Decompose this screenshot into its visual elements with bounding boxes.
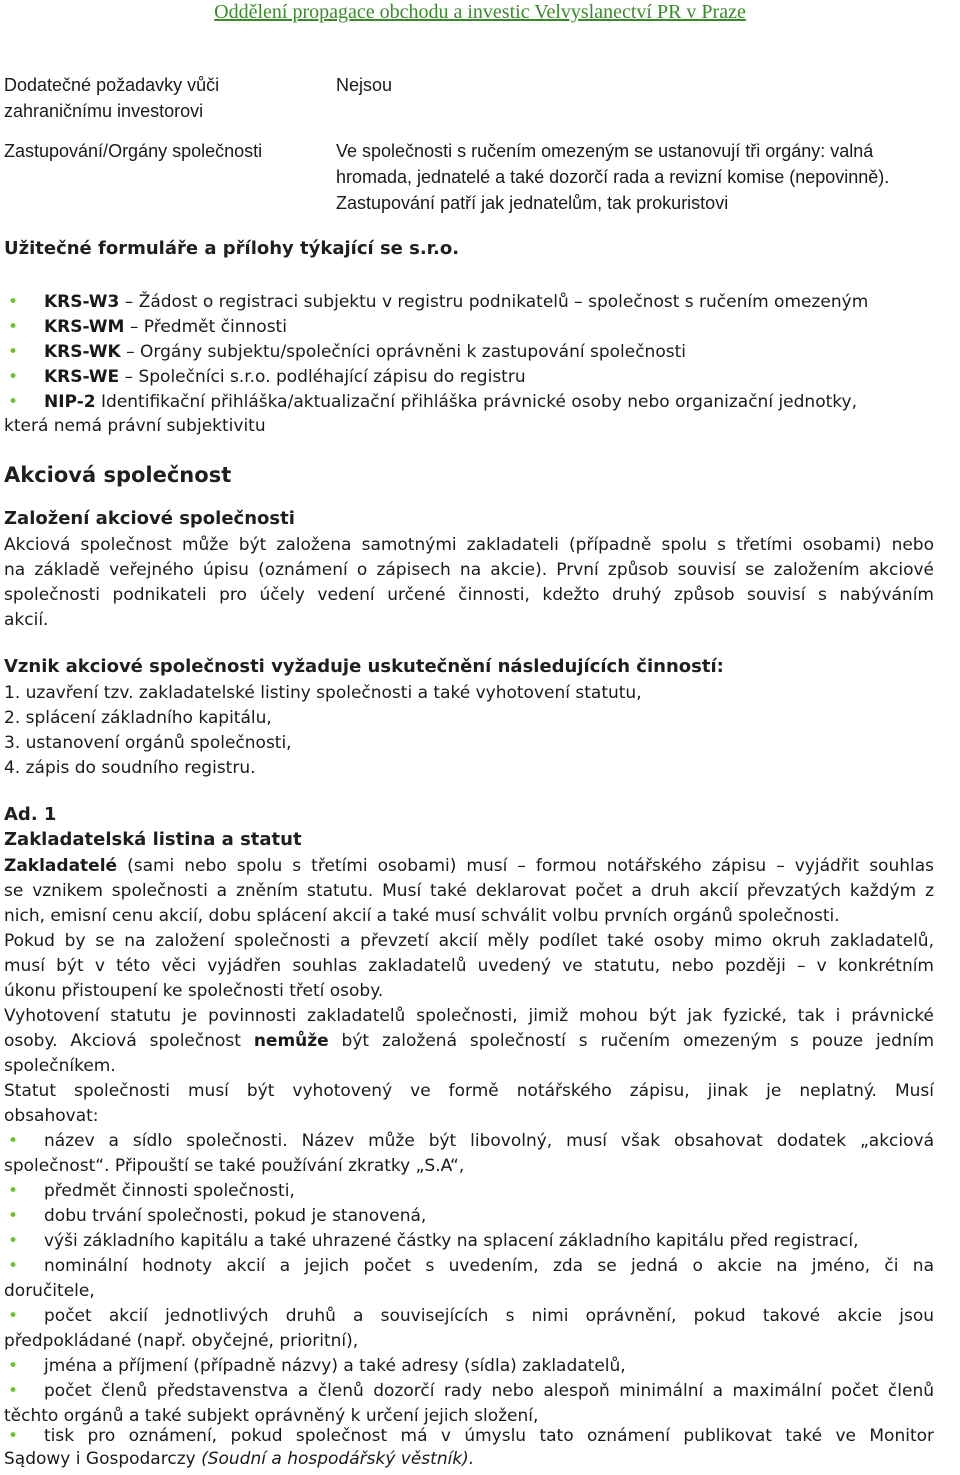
list-item-continuation: společnost“. Připouští se také používání zkratky „S.A“, [4,1156,465,1176]
form-desc: Identifikační přihláška/aktualizační přihláška právnické osoby nebo organizační jednotky, [95,392,857,412]
text-span: nominální hodnoty akcií a jejich počet s uvedením, zda se jedná o akcie na jméno, či na [44,1256,934,1276]
list-item-continuation [4,1447,934,1472]
table-row-value-requirements: Nejsou [336,75,393,95]
bullet-icon: • [8,1181,19,1201]
page-header: Oddělení propagace obchodu a investic Velvyslanectví PR v Praze [214,1,746,23]
bullet-icon: • [8,1426,19,1446]
paragraph-line: akcií. [4,610,49,630]
form-desc: – Společníci s.r.o. podléhající zápisu do registru [119,367,526,387]
form-desc: – Orgány subjektu/společníci oprávněni k zastupování společnosti [120,342,686,362]
list-item-continuation: těchto orgánů a také subjekt oprávněný k určení jejich složení, [4,1406,539,1426]
founding-heading: Založení akciové společnosti [4,508,295,529]
paragraph-line: Statut společnosti musí být vyhotovený ve formě notářského zápisu, jinak je neplatný. Musí [4,1081,934,1101]
paragraph-line: obsahovat: [4,1106,99,1126]
step-item: 2. splácení základního kapitálu, [4,708,272,728]
table-row-label-organs: Zastupování/Orgány společnosti [4,141,263,161]
list-item-continuation: předpokládané (např. obyčejné, prioritní), [4,1331,359,1351]
paragraph-line: nich, emisní cenu akcií, dobu splácení akcií a také musí schválit volbu prvních orgánů společnosti. [4,906,840,926]
bullet-icon: • [8,1131,19,1151]
paragraph-line: Pokud by se na založení společnosti a převzetí akcií měly podílet také osoby mimo okruh zakladatelů, [4,931,934,951]
list-item [4,1304,934,1329]
value-line: Ve společnosti s ručením omezeným se ustanovují tři orgány: valná [336,141,874,161]
form-code[interactable]: KRS-W3 [44,292,120,312]
form-code[interactable]: KRS-WE [44,367,120,387]
bullet-icon: • [8,342,19,362]
text-span: předmět činnosti společnosti, [44,1181,295,1201]
bullet-icon: • [8,1206,19,1226]
label-line: zahraničnímu investorovi [4,101,204,121]
list-item [4,1379,934,1404]
bullet-icon: • [8,1256,19,1276]
paragraph-line: se vznikem společnosti a zněním statutu. Musí také deklarovat počet a druh akcií převzatých každým z [4,881,934,901]
label-line: Dodatečné požadavky vůči [4,75,220,95]
value-line: Zastupování patří jak jednatelům, tak prokuristovi [336,193,729,213]
form-desc: – Předmět činnosti [124,317,287,337]
form-desc: – Žádost o registraci subjektu v registru podnikatelů – společnost s ručením omezeným [119,292,869,312]
list-item [4,1229,934,1254]
list-item [4,340,934,365]
text-span: dobu trvání společnosti, pokud je stanovená, [44,1206,427,1226]
paragraph-line [4,854,934,879]
paragraph-line: úkonu přistoupení ke společnosti třetí osoby. [4,981,384,1001]
text-span: Sądowy i Gospodarczy [4,1449,202,1469]
paragraph-line: musí být v této věci vyjádřen souhlas zakladatelů uvedený ve statutu, nebo později – v konkrétním [4,956,934,976]
text-span: název a sídlo společnosti. Název může být libovolný, musí však obsahovat dodatek „akciová [44,1131,934,1151]
list-item [4,1129,934,1154]
steps-heading: Vznik akciové společnosti vyžaduje uskutečnění následujících činností: [4,656,724,677]
bullet-icon: • [8,1231,19,1251]
forms-heading: Užitečné formuláře a přílohy týkající se s.r.o. [4,238,460,259]
bold-term: Zakladatelé [4,856,118,876]
text-span: jména a příjmení (případně názvy) a také adresy (sídla) zakladatelů, [44,1356,626,1376]
list-item [4,1204,934,1229]
list-item [4,1354,934,1379]
bullet-icon: • [8,1306,19,1326]
italic-term: (Soudní a hospodářský věstník). [201,1449,475,1469]
bullet-icon: • [8,317,19,337]
bold-term: nemůže [253,1031,329,1051]
bullet-icon: • [8,292,19,312]
step-item: 3. ustanovení orgánů společnosti, [4,733,292,753]
list-item-continuation: doručitele, [4,1281,95,1301]
step-item: 1. uzavření tzv. zakladatelské listiny společnosti a také vyhotovení statutu, [4,683,642,703]
ad1-label: Ad. 1 [4,804,57,825]
bullet-icon: • [8,1356,19,1376]
section-title: Akciová společnost [4,463,232,487]
paragraph-line: Akciová společnost může být založena samotnými zakladateli (případně spolu s třetími osobami) nebo [4,535,934,555]
list-item [4,315,934,340]
list-item-continuation: která nemá právní subjektivitu [4,416,266,436]
list-item [4,1254,934,1279]
ad1-title: Zakladatelská listina a statut [4,829,302,850]
paragraph-line: na základě veřejného úpisu (oznámení o zápisech na akcie). První způsob souvisí se založením akciové [4,560,934,580]
text-span: být založená společností s ručením omezeným s pouze jedním [328,1031,935,1051]
table-row-label-requirements [4,72,314,124]
step-item: 4. zápis do soudního registru. [4,758,256,778]
bullet-icon: • [8,392,19,412]
text-span: počet akcií jednotlivých druhů a souvisejících s nimi oprávnění, pokud takové akcie jsou [44,1306,934,1326]
list-item [4,1424,934,1449]
table-row-value-organs [336,138,956,216]
form-code[interactable]: KRS-WM [44,317,125,337]
value-line: hromada, jednatelé a také dozorčí rada a revizní komise (nepovinně). [336,167,890,187]
text-span: tisk pro oznámení, pokud společnost má v úmyslu tato oznámení publikovat také ve Monitor [44,1426,934,1446]
text-span: výši základního kapitálu a také uhrazené částky na splacení základního kapitálu před registrací, [44,1231,859,1251]
bullet-icon: • [8,367,19,387]
paragraph-line: společníkem. [4,1056,116,1076]
list-item [4,290,934,315]
text-span: počet členů představenstva a členů dozorčí rady nebo alespoň minimální a maximální počet členů [44,1381,934,1401]
form-code[interactable]: KRS-WK [44,342,121,362]
list-item [4,365,934,390]
list-item [4,1179,934,1204]
text-span: (sami nebo spolu s třetími osobami) musí – formou notářského zápisu – vyjádřit souhlas [117,856,934,876]
paragraph-line: společnosti podnikateli pro účely vedení určené činnosti, kdežto druhý způsob souvisí s nabýváním [4,585,934,605]
paragraph-line [4,1029,934,1054]
form-code[interactable]: NIP-2 [44,392,96,412]
text-span: osoby. Akciová společnost [4,1031,254,1051]
bullet-icon: • [8,1381,19,1401]
paragraph-line: Vyhotovení statutu je povinnosti zakladatelů společnosti, jimiž mohou být jak fyzické, tak i právnické [4,1006,934,1026]
list-item [4,390,934,415]
